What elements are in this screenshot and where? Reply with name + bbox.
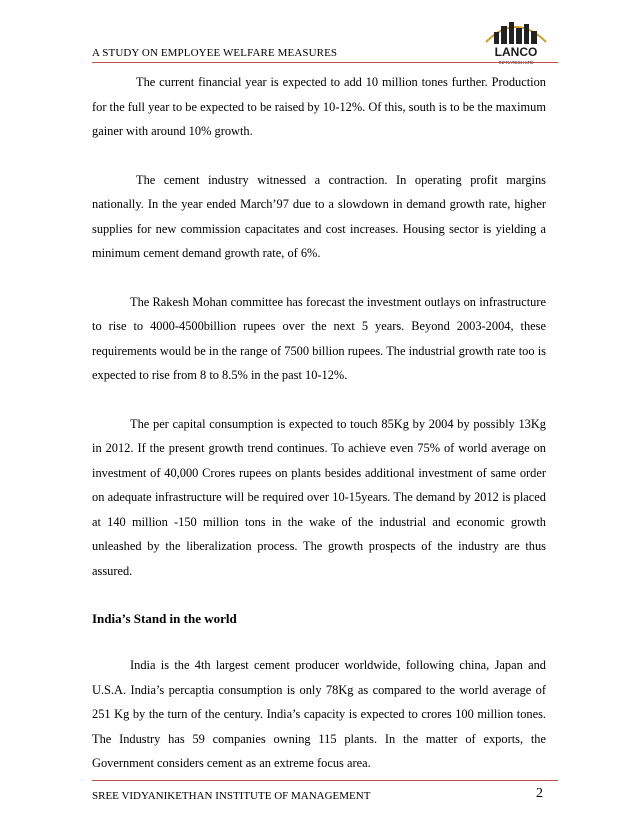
logo-tagline: INFRATECH LTD	[498, 60, 534, 65]
document-body	[92, 70, 546, 800]
lanco-logo	[482, 16, 550, 68]
paragraph-per-capita: The per capital consumption is expected to touch 85Kg by 2004 by possibly 13Kg in 2012. If the present growth trend continues. To achieve even 75% of world average on investment of 40,000 Crores rupees on plants besides additional investment of same order on adequate infrastructure will be required over 10-15years. The demand by 2012 is placed at 140 million -150 million tons in the wake of the industrial and economic growth unleashed by the liberalization process. The growth prospects of the industry are thus assured.	[92, 416, 546, 578]
paragraph-production: The current financial year is expected to add 10 million tones further. Production for the full year to be expected to be raised by 10-12%. Of this, south is to be the maximum gainer with around 10% growth.	[92, 75, 546, 138]
lanco-logo-icon	[482, 16, 550, 68]
section-heading: India’s Stand in the world	[92, 611, 237, 626]
paragraph-india-stand: India is the 4th largest cement producer worldwide, following china, Japan and U.S.A. India’s percaptia consumption is only 78Kg as compared to the world average of 251 Kg by the turn of the century. India’s capacity is expected to crores 100 million tones. The Industry has 59 companies owning 115 plants. In the matter of exports, the Government considers cement as an extreme focus area.	[92, 658, 546, 770]
paragraph-rakesh-mohan: The Rakesh Mohan committee has forecast the investment outlays on infrastructure to rise to 4000-4500billion rupees over the next 5 years. Beyond 2003-2004, these requirements would be in the range of 7500 billion rupees. The industrial growth rate too is expected to rise from 8 to 8.5% in the past 10-12%.	[92, 294, 546, 382]
document-header-title: A STUDY ON EMPLOYEE WELFARE MEASURES	[92, 47, 338, 59]
footer-institute: SREE VIDYANIKETHAN INSTITUTE OF MANAGEMENT	[92, 790, 371, 802]
footer-divider	[92, 780, 558, 781]
header-divider	[92, 62, 558, 63]
paragraph-contraction: The cement industry witnessed a contraction. In operating profit margins nationally. In the year ended March’97 due to a slowdown in demand growth rate, higher supplies for new commission capacitates and cost increases. Housing sector is yielding a minimum cement demand growth rate, of 6%.	[92, 172, 546, 260]
page-number: 2	[536, 786, 543, 801]
logo-wordmark: LANCO	[494, 45, 538, 59]
